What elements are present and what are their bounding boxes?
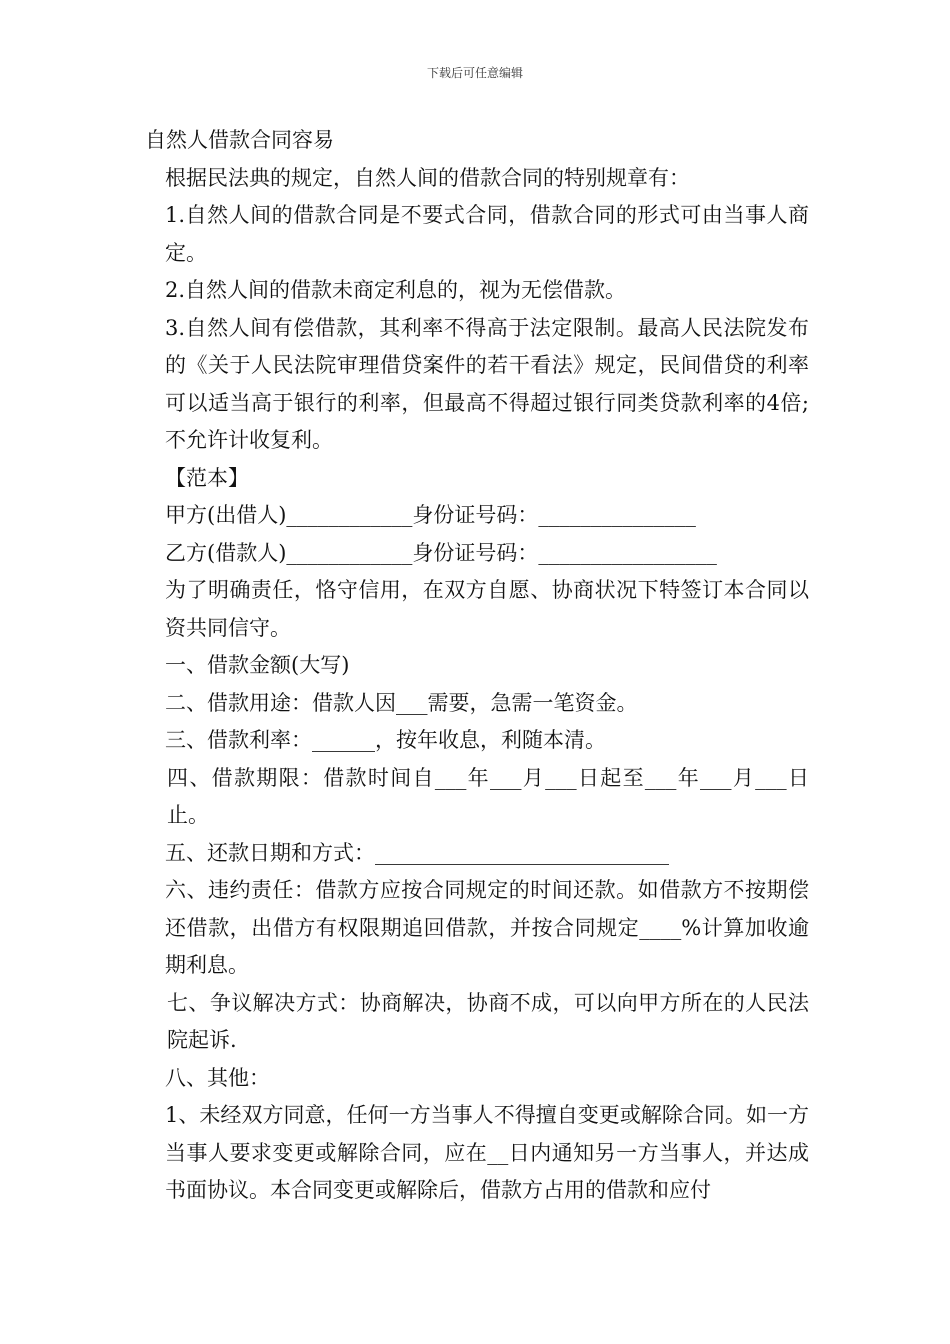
rule-3: 3.自然人间有偿借款，其利率不得高于法定限制。最高人民法院发布的《关于人民法院审理借贷案件的若干看法》规定，民间借贷的利率可以适当高于银行的利率，但最高不得超过银行同类贷款利率的4倍;不允许计收复利。 bbox=[165, 315, 809, 452]
intro-paragraph: 根据民法典的规定，自然人间的借款合同的特别规章有： bbox=[165, 165, 690, 190]
document-title: 自然人借款合同容易 bbox=[145, 128, 334, 152]
clause-5: 五、还款日期和方式：____________________________ bbox=[165, 840, 669, 865]
clause-3: 三、借款利率：______，按年收息，利随本清。 bbox=[165, 728, 606, 752]
preamble-paragraph: 为了明确责任，恪守信用，在双方自愿、协商状况下特签订本合同以资共同信守。 bbox=[165, 578, 809, 640]
document-body bbox=[145, 122, 809, 1210]
rule-1: 1.自然人间的借款合同是不要式合同，借款合同的形式可由当事人商定。 bbox=[165, 203, 809, 265]
clause-8: 八、其他： bbox=[165, 1065, 270, 1090]
clause-2: 二、借款用途：借款人因___需要，急需一笔资金。 bbox=[165, 690, 638, 715]
clause-7: 七、争议解决方式：协商解决，协商不成，可以向甲方所在的人民法院起诉. bbox=[167, 990, 809, 1052]
rule-2: 2.自然人间的借款未商定利息的，视为无偿借款。 bbox=[165, 278, 627, 302]
clause-1: 一、借款金额(大写) bbox=[165, 653, 350, 677]
clause-6: 六、违约责任：借款方应按合同规定的时间还款。如借款方不按期偿还借款，出借方有权限期追回借款，并按合同规定____%计算加收逾期利息。 bbox=[165, 878, 809, 977]
party-b-line: 乙方(借款人)____________身份证号码：_________________ bbox=[165, 540, 717, 565]
party-a-line: 甲方(出借人)____________身份证号码：_______________ bbox=[165, 503, 696, 527]
clause-8-item-1: 1、未经双方同意，任何一方当事人不得擅自变更或解除合同。如一方当事人要求变更或解除合同，应在__日内通知另一方当事人，并达成书面协议。本合同变更或解除后，借款方占用的借款和应付 bbox=[165, 1103, 809, 1202]
page-header: 下载后可任意编辑 bbox=[426, 66, 523, 80]
sample-heading: 【范本】 bbox=[165, 465, 249, 490]
clause-4: 四、借款期限：借款时间自___年___月___日起至___年___月___日止。 bbox=[167, 765, 809, 827]
